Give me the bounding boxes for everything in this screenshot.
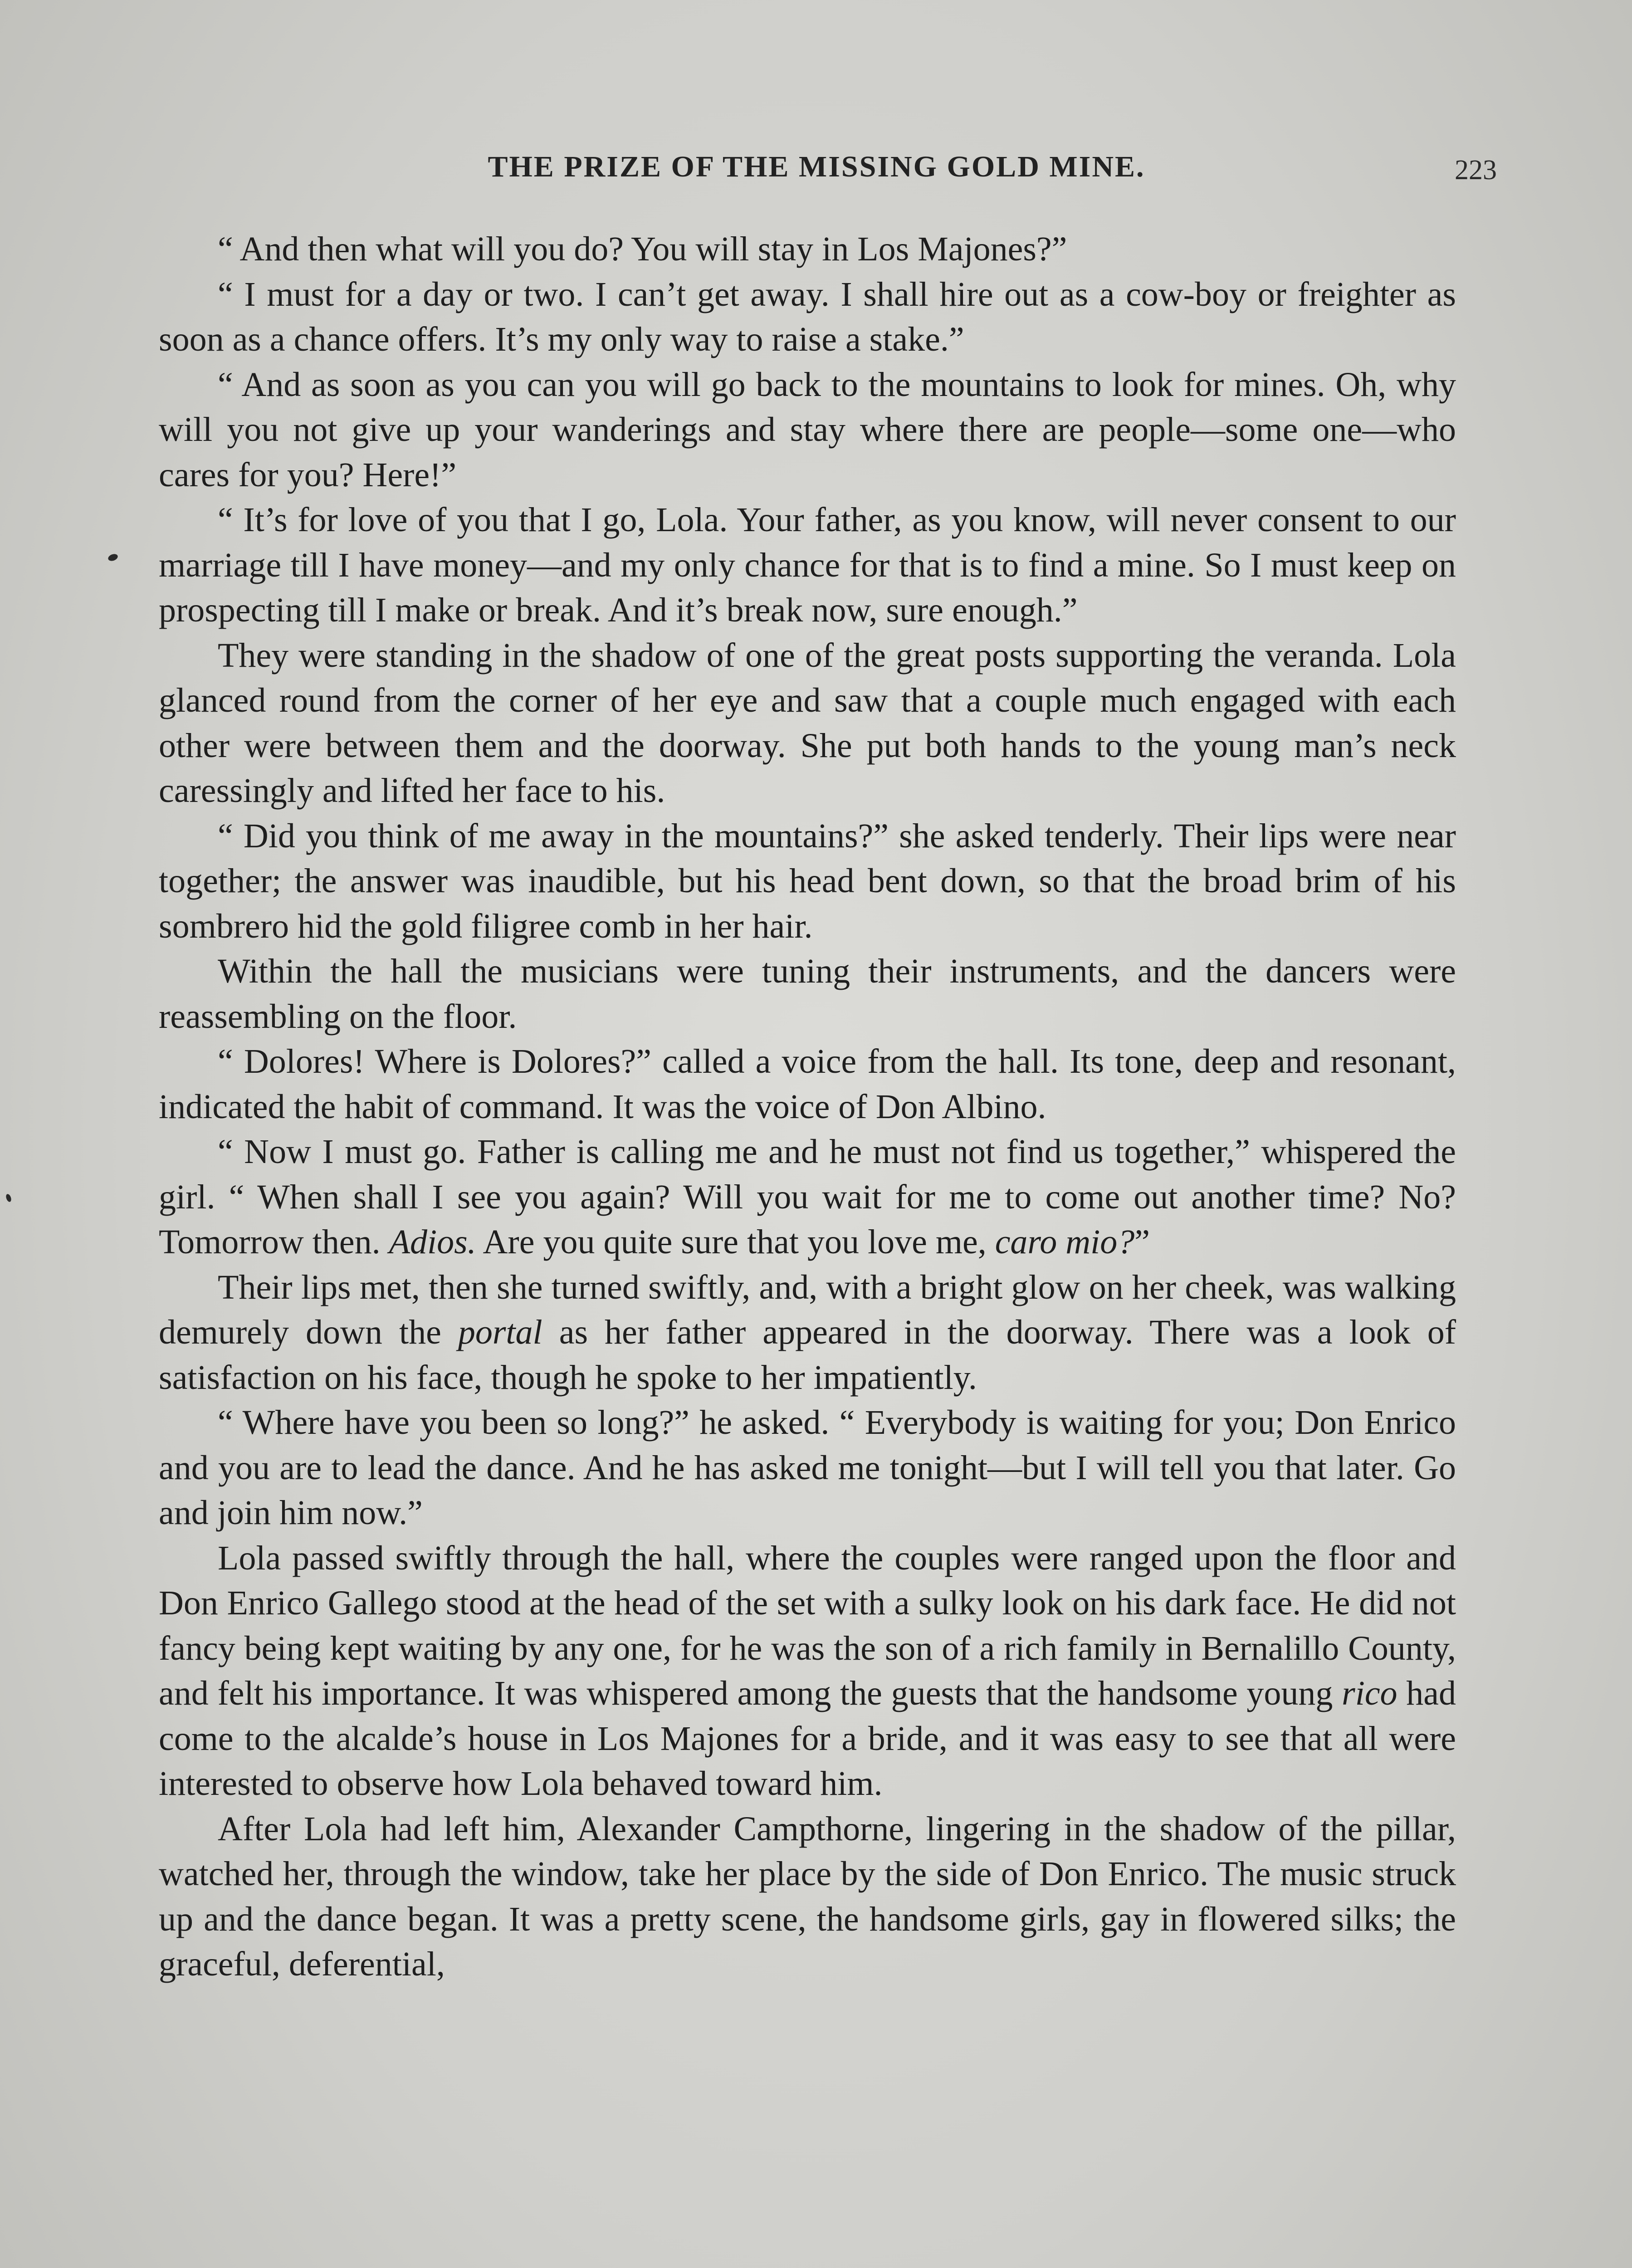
paragraph-text: Are you quite sure that you love me,: [476, 1223, 995, 1261]
paragraph-text: ”: [1134, 1223, 1150, 1261]
paragraph: “ Did you think of me away in the mountains?” she asked tenderly. Their lips were near together; the answer was inaudible, but his head bent down, so that the broad brim of his sombrero hid the gold filigree comb in her hair.: [159, 816, 1456, 945]
paragraph: “ Dolores! Where is Dolores?” called a voice from the hall. Its tone, deep and resonant, indicated the habit of command. It was the voice of Don Albino.: [159, 1042, 1456, 1126]
italic-word: portal: [458, 1313, 542, 1351]
body-text: [159, 227, 1456, 1987]
paragraph: [159, 1536, 1456, 1807]
paragraph: They were standing in the shadow of one of the great posts supporting the veranda. Lola glanced round from the corner of her eye and saw that a couple much engaged with each other were between them and the doorway. She put both hands to the young man’s neck caressingly and lifted her face to his.: [159, 636, 1456, 810]
italic-word: rico: [1342, 1674, 1397, 1712]
paragraph-text: Lola passed swiftly through the hall, where the couples were ranged upon the floor and Don Enrico Gallego stood at the head of the set with a sulky look on his dark face. He did not fancy being kept waiting by any one, for he was the son of a rich family in Bernalillo County, and felt his importance. It was whispered among the guests that the handsome young: [159, 1539, 1456, 1712]
italic-word: caro mio?: [995, 1223, 1135, 1261]
paragraph-text: as her father appeared in the doorway. There was a look of satisfaction on his face, though he spoke to her impatiently.: [159, 1313, 1456, 1397]
paragraph-text: Their lips met, then she turned swiftly, and, with a bright glow on her cheek, was walking demurely down the: [159, 1268, 1456, 1351]
paragraph: Within the hall the musicians were tuning their instruments, and the dancers were reassembling on the floor.: [159, 952, 1456, 1036]
ink-speck: [5, 1193, 12, 1202]
paragraph: “ I must for a day or two. I can’t get away. I shall hire out as a cow-boy or freighter as soon as a chance offers. It’s my only way to raise a stake.”: [159, 275, 1456, 358]
paragraph: “ And as soon as you can you will go back to the mountains to look for mines. Oh, why will you not give up your wanderings and stay where there are people—some one—who cares for you? Here!”: [159, 365, 1456, 494]
paragraph-text: had come to the alcalde’s house in Los Majones for a bride, and it was easy to see that all were interested to observe how Lola behaved toward him.: [159, 1674, 1456, 1803]
paragraph: “ It’s for love of you that I go, Lola. Your father, as you know, will never consent to our marriage till I have money—and my only chance for that is to find a mine. So I must keep on prospecting till I make or break. And it’s break now, sure enough.”: [159, 501, 1456, 629]
italic-word: Adios.: [389, 1223, 476, 1261]
page-header: [163, 150, 1497, 204]
paragraph: After Lola had left him, Alexander Campthorne, lingering in the shadow of the pillar, watched her, through the window, take her place by the side of Don Enrico. The music struck up and the dance began. It was a pretty scene, the handsome girls, gay in flowered silks; the graceful, deferential,: [159, 1809, 1456, 1983]
paragraph: [159, 1265, 1456, 1401]
paragraph: “ Where have you been so long?” he asked. “ Everybody is waiting for you; Don Enrico and you are to lead the dance. And he has asked me tonight—but I will tell you that later. Go and join him now.”: [159, 1403, 1456, 1532]
page-number: 223: [1455, 155, 1497, 186]
ink-speck: [107, 553, 118, 562]
paragraph: [159, 1129, 1456, 1265]
running-title: THE PRIZE OF THE MISSING GOLD MINE.: [488, 150, 1145, 183]
paragraph: “ And then what will you do? You will stay in Los Majones?”: [218, 230, 1067, 268]
paragraph-text: “ Now I must go. Father is calling me and he must not find us together,” whispered the girl. “ When shall I see you again? Will you wait for me to come out another time? No? Tomorrow then.: [159, 1133, 1456, 1261]
